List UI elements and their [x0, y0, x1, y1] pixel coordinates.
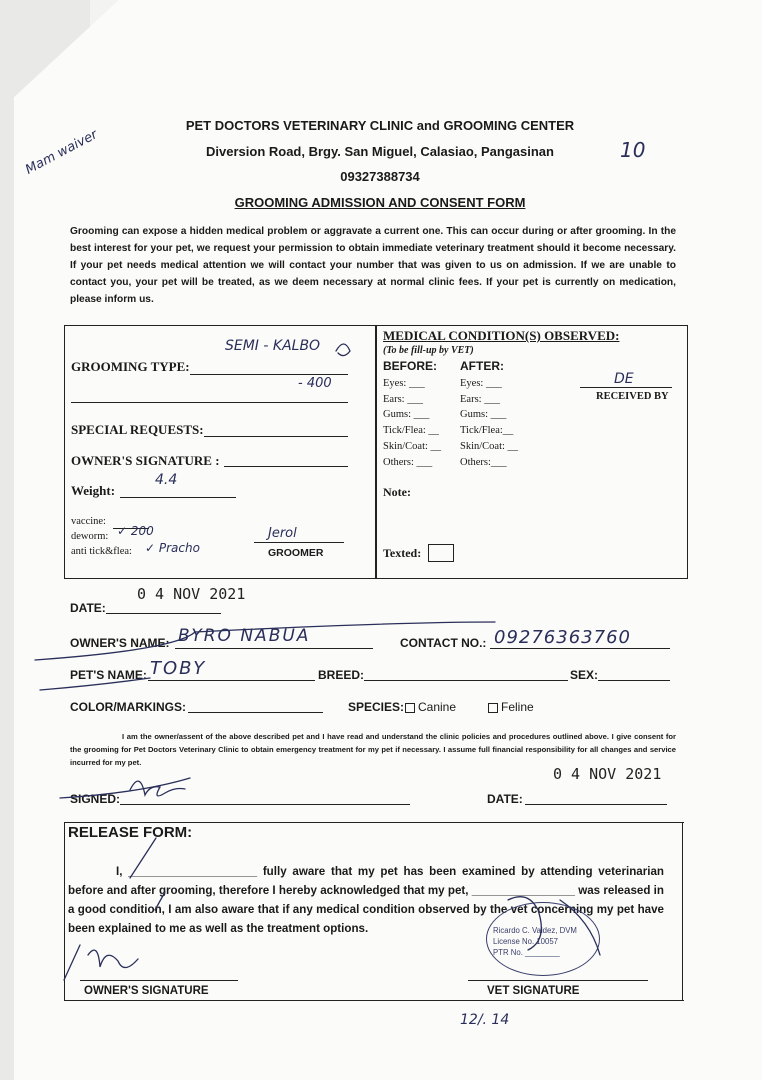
- special-requests-label: SPECIAL REQUESTS:: [71, 422, 204, 437]
- contact-label: CONTACT NO.:: [400, 636, 487, 650]
- pet-name-strike: [40, 678, 150, 690]
- after-eyes: Eyes: ___: [460, 378, 502, 389]
- consent-date-value: 0 4 NOV 2021: [553, 765, 662, 783]
- pet-name-label: PET'S NAME:: [70, 668, 147, 682]
- after-gums: Gums: ___: [460, 409, 507, 421]
- margin-note-top-left: Mam waiver: [23, 127, 101, 178]
- received-by-value: DE: [614, 371, 634, 387]
- after-tick-flea: Tick/Flea:__: [460, 425, 514, 437]
- owner-name-strike: [35, 622, 495, 660]
- before-tick-flea: Tick/Flea: __: [383, 425, 439, 437]
- clinic-phone: 09327388734: [340, 169, 420, 184]
- after-others: Others:___: [460, 456, 507, 468]
- owner-name-label: OWNER'S NAME:: [70, 636, 170, 650]
- vaccine-label: vaccine:: [71, 516, 106, 527]
- anti-tick-value: ✓ Pracho: [145, 541, 200, 555]
- clinic-address: Diversion Road, Brgy. San Miguel, Calasiao, Pangasinan: [206, 144, 554, 159]
- vet-sig-label: VET SIGNATURE: [487, 985, 580, 997]
- medical-subtitle: (To be fill-up by VET): [383, 345, 474, 356]
- breed-label: BREED:: [318, 668, 365, 682]
- consent-date-label: DATE:: [487, 792, 523, 806]
- weight-label: Weight:: [71, 483, 116, 498]
- vet-signature-scribble: [508, 897, 600, 955]
- texted-label: Texted:: [383, 546, 422, 560]
- grooming-type-label: GROOMING TYPE:: [71, 359, 190, 374]
- sex-label: SEX:: [570, 668, 599, 682]
- feline-label: Feline: [501, 700, 534, 714]
- release-owner-slash: [130, 838, 156, 878]
- clinic-name: PET DOCTORS VETERINARY CLINIC and GROOMING CENTER: [185, 118, 575, 133]
- intro-paragraph: Grooming can expose a hidden medical problem or aggravate a current one. This can occur during or after grooming. In the best interest for your pet, we request your permission to obtain immediate veterinary treatment should it become necessary. If your pet needs medical attention we will contact your number that was given to us on admission. If we are unable to contact you, your pet will be treated, as we deem necessary at normal clinic fees. If your pet is currently on medication, please inform us.: [70, 226, 676, 305]
- before-skin-coat: Skin/Coat: __: [383, 440, 442, 452]
- medical-title: MEDICAL CONDITION(S) OBSERVED:: [383, 328, 620, 343]
- form-title: GROOMING ADMISSION AND CONSENT FORM: [234, 195, 526, 210]
- signed-signature: [130, 781, 185, 796]
- margin-note-top-right: 10: [620, 138, 646, 162]
- vet-stamp-name: Ricardo C. Valdez, DVM: [493, 926, 577, 935]
- release-paragraph: I, ____________________ fully aware that my pet has been examined by attending veterinarian before and after grooming, therefore I hereby acknowledged that my pet, ________________ was released in a good condition, I am also aware that if any medical condition observed by the vet concerning my pet have been explained to me as well as the treatment options.: [68, 865, 664, 935]
- before-gums: Gums: ___: [383, 409, 430, 421]
- before-eyes: Eyes: ___: [383, 378, 425, 389]
- grooming-type-value: SEMI - KALBO: [225, 338, 321, 354]
- after-ears: Ears: ___: [460, 393, 500, 405]
- groomer-value: Jerol: [268, 526, 297, 541]
- weight-value: 4.4: [155, 472, 178, 488]
- vet-stamp-ptr: PTR No. ________: [493, 948, 560, 957]
- after-skin-coat: Skin/Coat: __: [460, 440, 519, 452]
- anti-tick-label: anti tick&flea:: [71, 546, 132, 557]
- date-value: 0 4 NOV 2021: [137, 585, 246, 603]
- consent-paragraph: I am the owner/assent of the above described pet and I have read and understand the clinic policies and procedures outlined above. I give consent for the grooming for Pet Doctors Veterinary Clinic to obtain emergency treatment for my pet if necessary. I assume full financial responsibility for all changes and service incurred for my pet.: [70, 732, 676, 767]
- owner-sig-label: OWNER'S SIGNATURE: [84, 985, 209, 997]
- owner-name-value: BYRO NABUA: [178, 626, 311, 646]
- date-label: DATE:: [70, 601, 106, 615]
- received-by-signature-scribble: [336, 344, 350, 356]
- color-markings-label: COLOR/MARKINGS:: [70, 700, 186, 714]
- received-by-label: RECEIVED BY: [596, 391, 669, 402]
- grooming-price: - 400: [298, 376, 332, 391]
- species-label: SPECIES:: [348, 700, 405, 714]
- note-label: Note:: [383, 485, 411, 499]
- release-title: RELEASE FORM:: [68, 824, 193, 841]
- signed-strike: [60, 778, 190, 798]
- release-pet-slash: [155, 892, 165, 910]
- canine-label: Canine: [418, 700, 457, 714]
- pet-name-value: TOBY: [150, 658, 207, 679]
- before-ears: Ears: ___: [383, 393, 423, 405]
- before-label: BEFORE:: [383, 359, 437, 373]
- groomer-label: GROOMER: [268, 547, 324, 559]
- margin-note-bottom: 12/. 14: [460, 1012, 510, 1028]
- deworm-value: ✓ 200: [117, 524, 154, 538]
- after-label: AFTER:: [460, 359, 504, 373]
- signed-label: SIGNED:: [70, 792, 121, 806]
- vet-stamp-license: License No. 10057: [493, 937, 559, 946]
- deworm-label: deworm:: [71, 531, 109, 542]
- before-others: Others: ___: [383, 456, 433, 468]
- owner-signature-label: OWNER'S SIGNATURE :: [71, 453, 220, 468]
- owner-signature-scribble: [64, 945, 138, 980]
- contact-value: 09276363760: [494, 627, 631, 648]
